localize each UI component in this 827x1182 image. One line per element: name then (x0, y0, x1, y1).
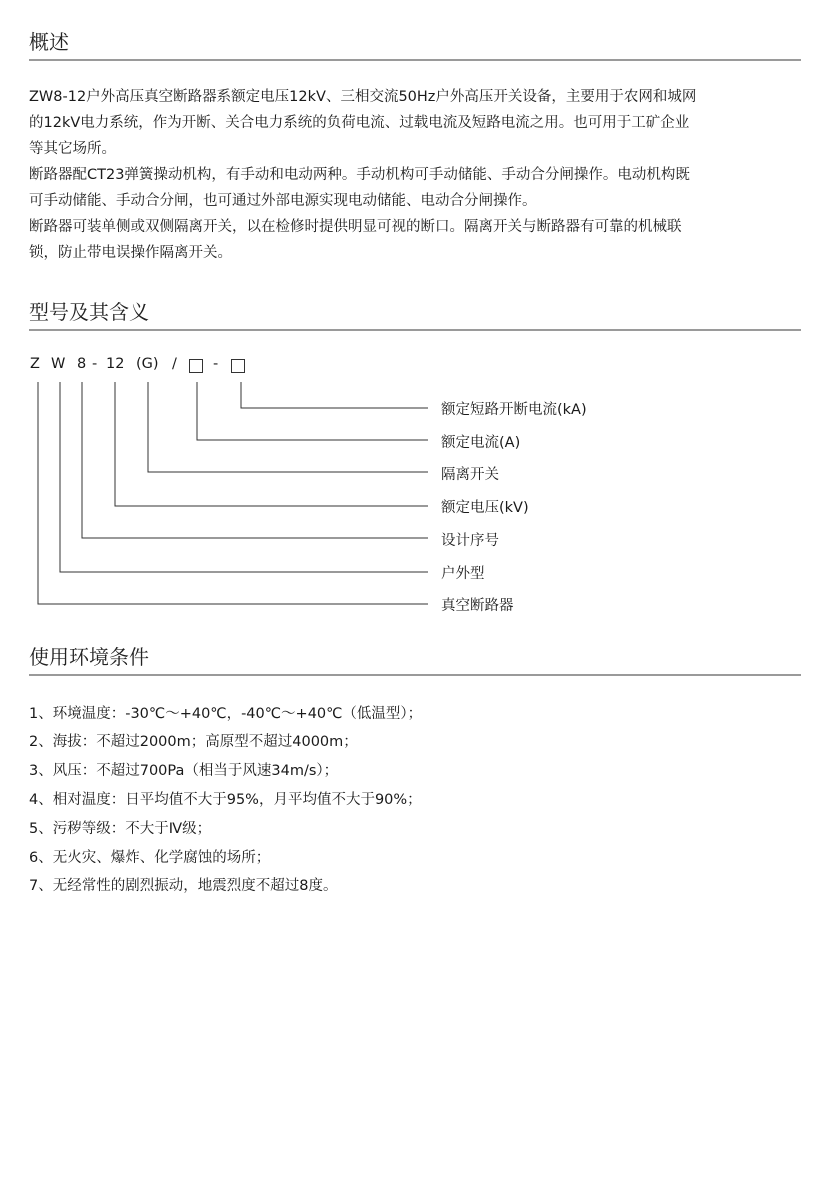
code-char: - (213, 356, 219, 372)
condition-item: 6、无火灾、爆炸、化学腐蚀的场所； (29, 850, 271, 866)
condition-item: 5、污秽等级：不大于Ⅳ级； (29, 821, 212, 837)
overview-line: 断路器配CT23弹簧操动机构，有手动和电动两种。手动机构可手动储能、手动合分闸操作。电动机构既 (29, 167, 690, 183)
label-rated-current: 额定电流(A) (441, 435, 521, 451)
label-design-serial: 设计序号 (441, 533, 499, 549)
code-char: Z (30, 356, 40, 372)
section-title-model: 型号及其含义 (29, 300, 149, 324)
section-title-conditions: 使用环境条件 (29, 645, 149, 669)
label-outdoor-type: 户外型 (441, 566, 485, 582)
code-char: - (92, 356, 98, 372)
code-char: / (172, 356, 177, 372)
label-isolating-switch: 隔离开关 (441, 467, 499, 483)
overview-line: 锁，防止带电误操作隔离开关。 (29, 245, 232, 261)
section-divider (29, 674, 801, 676)
condition-item: 7、无经常性的剧烈振动，地震烈度不超过8度。 (29, 878, 338, 894)
overview-line: 等其它场所。 (29, 141, 116, 157)
code-char: (G) (136, 356, 159, 372)
label-short-circuit-current: 额定短路开断电流(kA) (441, 402, 587, 418)
overview-line: 可手动储能、手动合分闸，也可通过外部电源实现电动储能、电动合分闸操作。 (29, 193, 537, 209)
label-rated-voltage: 额定电压(kV) (441, 500, 529, 516)
condition-item: 3、风压：不超过700Pa（相当于风速34m/s）； (29, 763, 339, 779)
code-char: 8 (77, 356, 87, 372)
overview-line: 断路器可装单侧或双侧隔离开关，以在检修时提供明显可视的断口。隔离开关与断路器有可靠的机械联 (29, 219, 682, 235)
overview-line: 的12kV电力系统，作为开断、关合电力系统的负荷电流、过载电流及短路电流之用。也可用于工矿企业 (29, 115, 690, 131)
label-vacuum-breaker: 真空断路器 (441, 598, 514, 614)
overview-line: ZW8-12户外高压真空断路器系额定电压12kV、三相交流50Hz户外高压开关设备，主要用于农网和城网 (29, 89, 697, 105)
condition-item: 4、相对温度：日平均值不大于95%，月平均值不大于90%； (29, 792, 422, 808)
code-char: 12 (106, 356, 125, 372)
condition-item: 2、海拔：不超过2000m；高原型不超过4000m； (29, 734, 358, 750)
code-char: W (51, 356, 66, 372)
section-title-overview: 概述 (29, 30, 69, 54)
condition-item: 1、环境温度：-30℃～+40℃，-40℃～+40℃（低温型）； (29, 706, 423, 722)
